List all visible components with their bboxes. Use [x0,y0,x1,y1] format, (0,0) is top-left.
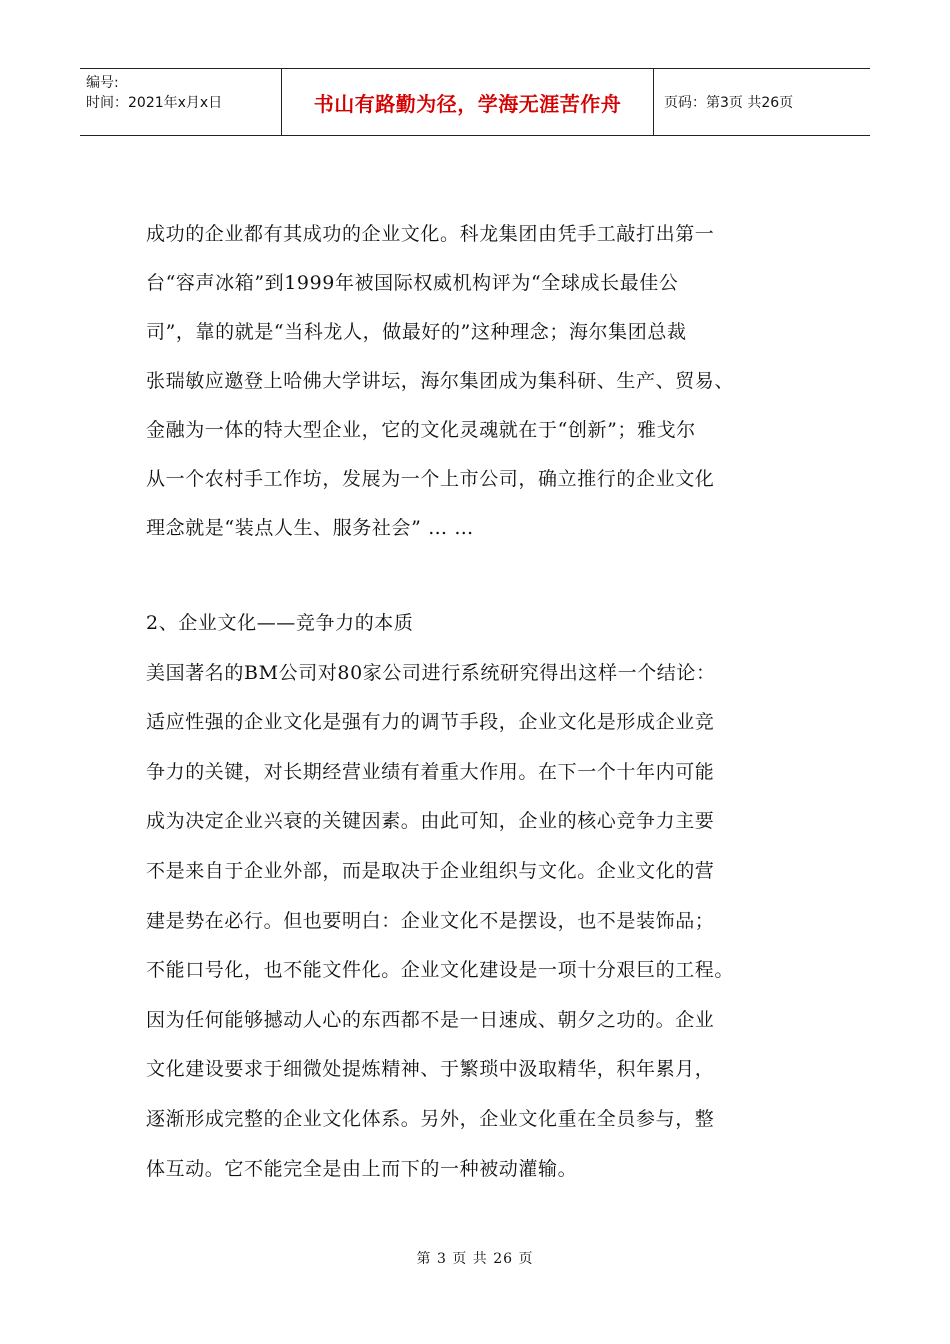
body-line: 体互动。它不能完全是由上而下的一种被动灌输。 [146,1157,578,1180]
body-line: 建是势在必行。但也要明白：企业文化不是摆设，也不是装饰品； [146,909,715,932]
body-line: 因为任何能够撼动人心的东西都不是一日速成、朝夕之功的。企业 [146,1008,715,1031]
body-line: 不是来自于企业外部，而是取决于企业组织与文化。企业文化的营 [146,859,715,882]
body-line: 逐渐形成完整的企业文化体系。另外，企业文化重在全员参与，整 [146,1107,715,1130]
body-line: 金融为一体的特大型企业，它的文化灵魂就在于“创新”；雅戈尔 [146,419,696,441]
header-page-info: 页码：第3页 共26页 [664,95,794,111]
section-competitiveness [146,599,826,1194]
body-line: 张瑞敏应邀登上哈佛大学讲坛，海尔集团成为集科研、生产、贸易、 [146,370,735,392]
document-number-label: 编号: [86,75,119,91]
body-line: 不能口号化，也不能文件化。企业文化建设是一项十分艰巨的工程。 [146,959,735,982]
body-line: 文化建设要求于细微处提炼精神、于繁琐中汲取精华，积年累月， [146,1058,715,1081]
document-header [80,68,870,136]
section-heading: 2、企业文化——竞争力的本质 [146,612,414,634]
body-line: 从一个农村手工作坊，发展为一个上市公司，确立推行的企业文化 [146,468,715,490]
body-line: 理念就是“装点人生、服务社会” … … [146,517,474,539]
header-motto-cell [282,69,654,135]
page-footer [0,1248,950,1268]
document-date: 时间：2021年x月x日 [86,95,223,111]
body-line: 成功的企业都有其成功的企业文化。科龙集团由凭手工敲打出第一 [146,223,715,245]
body-line: 成为决定企业兴衰的关键因素。由此可知，企业的核心竞争力主要 [146,810,715,833]
body-line: 美国著名的BM公司对80家公司进行系统研究得出这样一个结论： [146,661,716,684]
body-line: 司”，靠的就是“当科龙人，做最好的”这种理念；海尔集团总裁 [146,321,687,343]
body-line: 争力的关键，对长期经营业绩有着重大作用。在下一个十年内可能 [146,760,715,783]
document-body [146,210,826,1194]
body-line: 适应性强的企业文化是强有力的调节手段，企业文化是形成企业竞 [146,711,715,734]
header-motto: 书山有路勤为径，学海无涯苦作舟 [313,91,622,116]
footer-page-number: 第 3 页 共 26 页 [416,1251,534,1267]
paragraph-corporate-culture-examples [146,210,826,553]
body-line: 台“容声冰箱”到1999年被国际权威机构评为“全球成长最佳公 [146,272,679,294]
header-page-cell [654,69,870,135]
header-meta-cell [80,69,282,135]
